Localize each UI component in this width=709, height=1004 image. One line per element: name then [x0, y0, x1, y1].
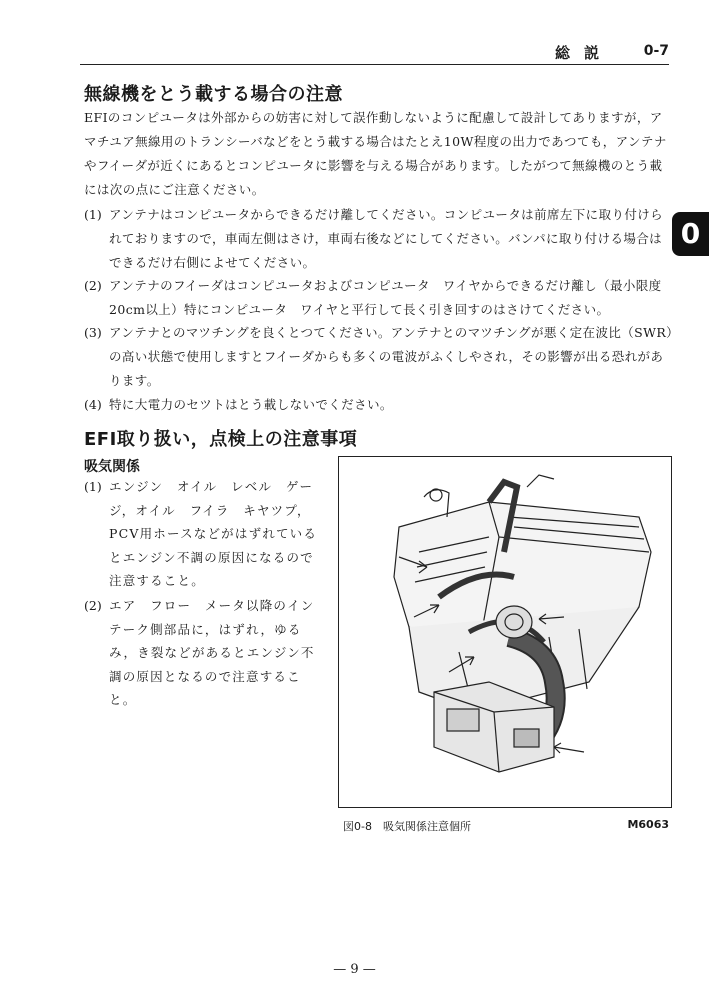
list-item-text: アンテナのフイーダはコンピユータおよびコンピユータ ワイヤからできるだけ離し（最小限度20cm以上）特にコンピユータ ワイヤと平行して長く引き回すのはさけてください。 [109, 278, 662, 317]
section-intro-paragraph: EFIのコンピユータは外部からの妨害に対して誤作動しないように配慮して設計してありますが，アマチユア無線用のトランシーバなどをとう載する場合はたとえ10W程度の出力であつても，アンテナやフイーダが近くにあるとコンピユータに影響を与える場合があります。したがつて無線機のとう載には次の点にご注意ください。 [84, 110, 667, 197]
engine-intake-illustration [339, 457, 671, 807]
chapter-tab: 0 [672, 212, 709, 256]
list-item-text: 特に大電力のセツトはとう載しないでください。 [109, 397, 393, 412]
list-item-number: (3) [84, 325, 102, 340]
header-page-code: 0-7 [643, 43, 669, 59]
page-number: — 9 — [333, 962, 376, 977]
list-item-number: (4) [84, 397, 102, 412]
section-heading-efi: EFI取り扱い，点検上の注意事項 [84, 429, 358, 450]
figure-caption: 図0-8 吸気関係注意個所 [343, 820, 471, 833]
page-header [80, 40, 669, 65]
list-item-text: アンテナとのマツチングを良くとつてください。アンテナとのマツチングが悪く定在波比（SWR）の高い状態で使用しますとフイーダからも多くの電波がふくしやされ，その影響が出る恐れがあります。 [109, 325, 673, 388]
list-item-number: (1) [84, 479, 102, 494]
list-item-text: エア フロー メータ以降のインテーク側部品に，はずれ，ゆるみ，き裂などがあるとエンジン不調の原因となるので注意すること。 [109, 598, 315, 707]
list-item-text: エンジン オイル レベル ゲージ，オイル フイラ キヤツプ，PCV用ホースなどがはずれているとエンジン不調の原因になるので注意すること。 [109, 479, 318, 588]
subsection-heading: 吸気関係 [84, 459, 140, 475]
section-heading-radio: 無線機をとう載する場合の注意 [84, 84, 343, 105]
figure-code: M6063 [627, 818, 669, 831]
header-title: 総説 [554, 44, 613, 62]
list-item-number: (2) [84, 278, 102, 293]
engine-figure [338, 456, 672, 808]
list-item-number: (1) [84, 207, 102, 222]
list-item-text: アンテナはコンピユータからできるだけ離してください。コンピユータは前席左下に取り付けられておりますので，車両左側はさけ，車両右後などにしてください。バンパに取り付ける場合はできるだけ右側によせてください。 [109, 207, 664, 270]
list-item-number: (2) [84, 598, 102, 613]
